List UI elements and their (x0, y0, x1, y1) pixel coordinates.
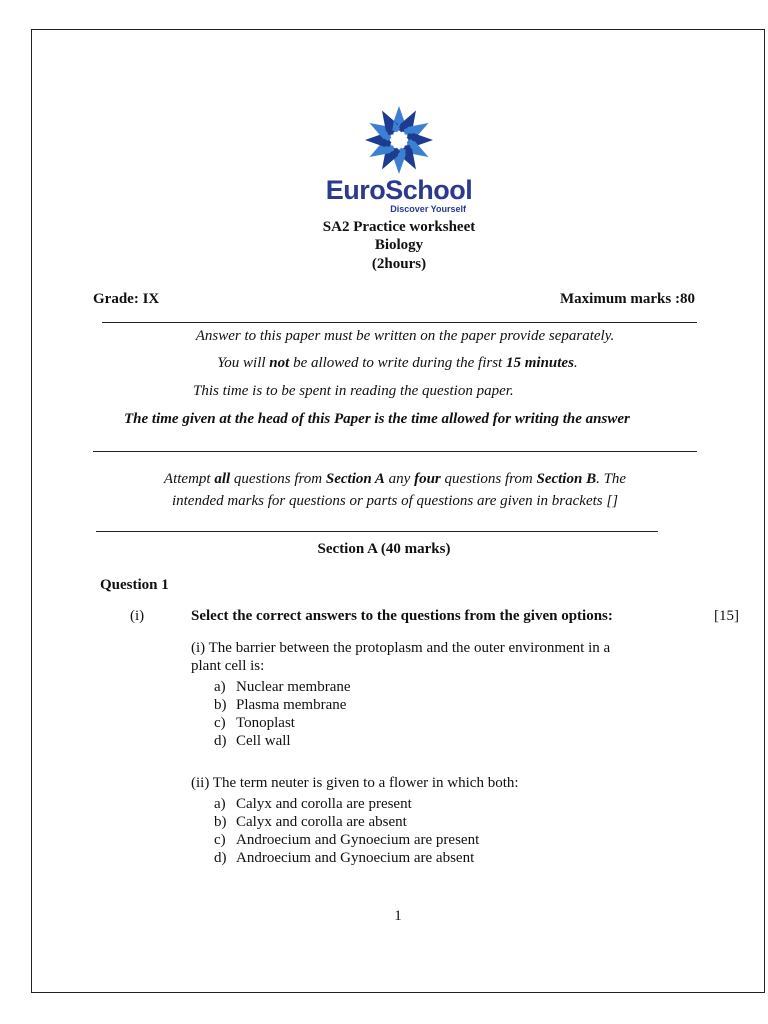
attempt-instruction-line-1: Attempt all questions from Section A any four questions from Section B. The (163, 471, 627, 487)
list-item: c) Androecium and Gynoecium are present (214, 832, 480, 848)
list-item: b) Plasma membrane (214, 697, 347, 713)
section-title: Section A (40 marks) (317, 541, 451, 557)
brand-name: EuroSchool (325, 175, 473, 205)
part-instruction: Select the correct answers to the questions from the given options: (191, 608, 613, 624)
instruction-line-1: Answer to this paper must be written on the paper provide separately. (195, 328, 615, 344)
option-list (214, 678, 351, 750)
grade-label: Grade: IX (93, 291, 160, 307)
page-number: 1 (394, 908, 402, 924)
instruction-line-2: You will not be allowed to write during the first 15 minutes. (217, 355, 578, 371)
subject-title: Biology (374, 237, 424, 253)
list-item: b) Calyx and corolla are absent (214, 814, 407, 830)
list-item: d) Cell wall (214, 733, 291, 749)
instruction-line-4: The time given at the head of this Paper is the time allowed for writing the answer (124, 411, 630, 427)
list-item: a) Nuclear membrane (214, 679, 351, 695)
maximum-marks: Maximum marks :80 (560, 291, 695, 307)
divider (102, 322, 697, 323)
brand-tagline: Discover Yourself (390, 204, 466, 214)
question-text: (ii) The term neuter is given to a flower in which both: (191, 775, 519, 791)
attempt-instruction-line-2: intended marks for questions or parts of questions are given in brackets [] (171, 493, 619, 509)
instruction-line-3: This time is to be spent in reading the question paper. (193, 383, 514, 399)
euroschool-emblem-icon (363, 104, 435, 176)
duration: (2hours) (371, 256, 427, 272)
part-number: (i) (130, 608, 145, 624)
divider (93, 451, 697, 452)
question-label: Question 1 (100, 577, 169, 593)
question-text: plant cell is: (191, 658, 265, 674)
list-item: d) Androecium and Gynoecium are absent (214, 850, 475, 866)
list-item: a) Calyx and corolla are present (214, 796, 412, 812)
school-logo (324, 104, 474, 214)
worksheet-title: SA2 Practice worksheet (322, 219, 476, 235)
option-list (214, 795, 479, 867)
divider (96, 531, 658, 532)
part-marks: [15] (714, 608, 739, 624)
list-item: c) Tonoplast (214, 715, 295, 731)
question-text: (i) The barrier between the protoplasm and the outer environment in a (191, 640, 611, 656)
